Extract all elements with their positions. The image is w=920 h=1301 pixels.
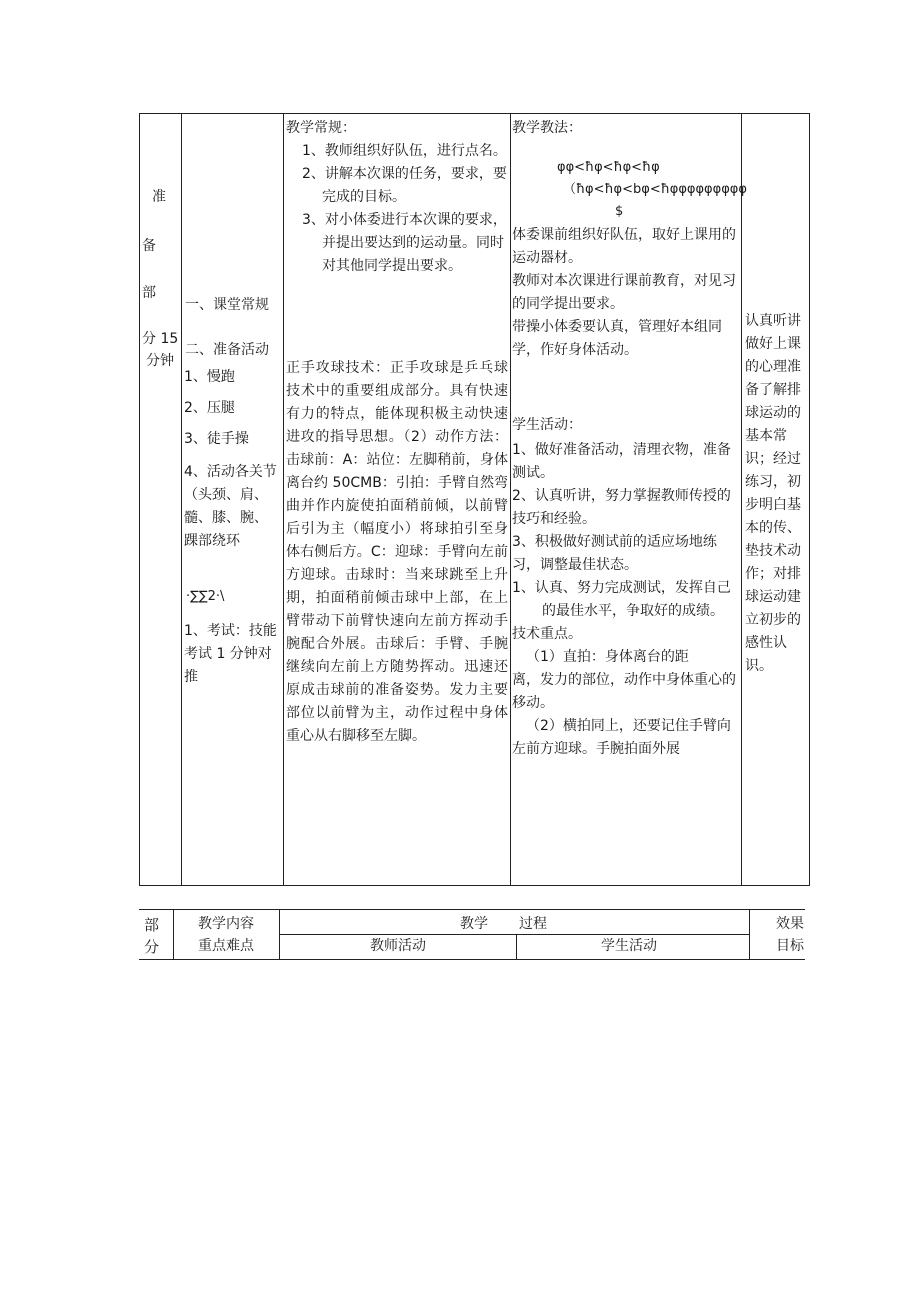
header-border-top [139,909,805,910]
symbol-line: （ħφ<ħφ<bφ<ħφφφφφφφφφ [563,182,747,197]
activity-title: 学生活动： [512,417,582,433]
routine-label: 一、课堂常规 [185,297,269,313]
key-item: （2）横拍同上，还要记住手臂向左前方迎球。手腕拍面外展 [512,718,731,757]
table-border-right [809,113,810,886]
header-process: 过程 [519,916,547,932]
section-time: 分钟 [146,353,174,369]
header-part: 部分 [144,916,160,956]
header-teacher: 教师活动 [370,938,426,954]
test-item: 1、认真、努力完成测试，发挥自己的最佳水平，争取好的成绩。 [512,580,731,619]
method-title: 教学教法： [512,120,582,136]
routine-list [286,140,508,278]
section-time: 分 15 [142,331,179,347]
header-content: 教学内容 [198,916,254,932]
header-content: 重点难点 [198,938,254,954]
table-border-bottom [139,885,810,886]
warmup-item: 1、慢跑 [184,369,235,385]
header-col-divider [516,934,517,960]
activity-item: 3、积极做好测试前的适应场地练习，调整最佳状态。 [512,534,717,573]
method-paras [512,224,738,362]
header-student: 学生活动 [601,938,657,954]
symbol-line: $ [615,204,624,219]
garbled-text: ·∑∑2·\ [186,589,225,604]
column-divider [510,113,511,886]
activity-list [512,439,738,761]
technique-text: 正手攻球技术：正手攻球是乒乓球技术中的重要组成部分。具有快速有力的特点，能体现积极主动快速进攻的指导思想。（2）动作方法：击球前：A：站位：左脚稍前，身体离台约 50CMB：引拍：手臂自然弯曲并作内旋使拍面稍前倾，以前臂后引为主（幅度小）将球拍引至身体右侧后方。C：迎球：手臂向左前方迎球。击球时：当来球跳至上升期，拍面稍前倾击球中上部，在上臂带动下前臂快速向左前方挥动手腕配合外展。击球后：手臂、手腕继续向左前上方随势挥动。迅速还原成击球前的准备姿势。发力主要部位以前臂为主，动作过程中身体重心从右脚移至左脚。 [286,360,508,744]
table-border-top [139,113,810,114]
header-col-divider [173,909,174,960]
method-para: 教师对本次课进行课前教育，对见习的同学提出要求。 [512,273,736,312]
section-char: 部 [142,285,156,301]
header-col-divider [749,909,750,960]
key-title: 技术重点。 [512,626,582,642]
column-divider [283,113,284,886]
section-char: 备 [142,238,156,254]
activity-item: 2、认真听讲，努力掌握教师传授的技巧和经验。 [512,488,731,527]
joints-item: 4、活动各关节（头颈、肩、髓、膝、腕、踝部绕环 [184,464,277,549]
header-effect: 效果 [776,916,804,932]
table-border-left [139,113,140,886]
key-item: 离，发力的部位，动作中身体重心的移动。 [512,672,736,711]
header-border-bottom [139,959,805,960]
header-col-divider [279,909,280,960]
routine-title: 教学常规： [286,120,356,136]
header-divider [279,934,749,935]
routine-item: 1、教师组织好队伍，进行点名。 [302,143,507,159]
key-item: （1）直拍：身体离台的距 [526,649,689,665]
symbol-line: φφ<ħφ<ħφ<ħφ [557,160,660,175]
warmup-title: 二、准备活动 [185,342,269,358]
section-char: 准 [152,189,166,205]
routine-item: 2、讲解本次课的任务，要求，要完成的目标。 [302,166,507,205]
method-para: 体委课前组织好队伍，取好上课用的运动器材。 [512,227,736,266]
warmup-item: 2、压腿 [184,400,235,416]
test-item: 1、考试：技能考试 1 分钟对推 [184,623,277,685]
routine-item: 3、对小体委进行本次课的要求，并提出要达到的运动量。同时对其他同学提出要求。 [302,212,507,274]
warmup-item: 3、徒手操 [184,431,249,447]
activity-item: 1、做好准备活动，清理衣物，准备测试。 [512,442,731,481]
column-divider [741,113,742,886]
header-process: 教学 [460,916,488,932]
column-divider [181,113,182,886]
effect-text: 认真听讲做好上课的心理准备了解排球运动的基本常识；经过练习，初步明白基本的传、垫技术动作；对排球运动建立初步的感性认识。 [745,313,801,674]
header-effect: 目标 [776,938,804,954]
method-para: 带操小体委要认真，管理好本组同学，作好身体活动。 [512,319,722,358]
